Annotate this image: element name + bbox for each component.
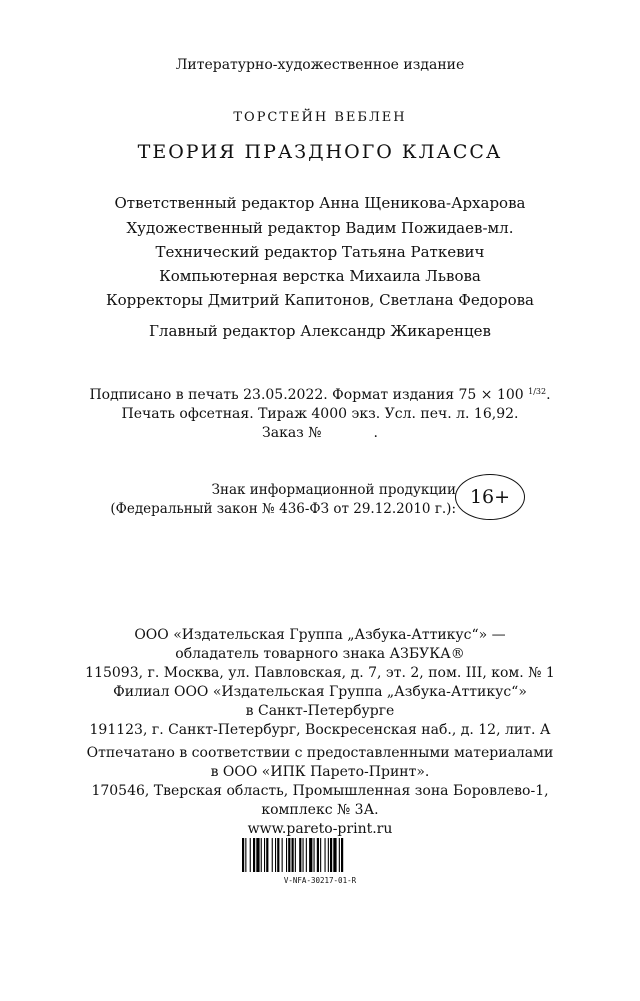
format-fraction: 1/32 bbox=[528, 387, 547, 396]
barcode-code: V-NFA-30217-01-R bbox=[283, 876, 357, 885]
barcode-bar bbox=[266, 838, 268, 872]
publisher-line: в Санкт-Петербурге bbox=[245, 703, 395, 719]
barcode-icon bbox=[240, 838, 400, 872]
edition-type: Литературно-художественное издание bbox=[175, 57, 465, 73]
barcode-bar bbox=[341, 838, 343, 872]
barcode-bar bbox=[309, 838, 312, 872]
barcode-bar bbox=[261, 838, 262, 872]
order-number: Заказ № . bbox=[262, 425, 378, 441]
age-sign-label: Знак информационной продукции bbox=[211, 482, 456, 498]
age-sign bbox=[0, 478, 640, 528]
barcode-bar bbox=[299, 838, 301, 872]
publisher-website: www.pareto-print.ru bbox=[247, 821, 393, 837]
publisher-line: Филиал ООО «Издательская Группа „Азбука-Аттикус“» bbox=[113, 684, 527, 700]
chief-editor: Главный редактор Александр Жикаренцев bbox=[149, 322, 491, 340]
barcode-bar bbox=[330, 838, 332, 872]
age-sign-law: (Федеральный закон № 436-ФЗ от 29.12.2010 г.): bbox=[110, 501, 456, 517]
publisher-line: в ООО «ИПК Парето-Принт». bbox=[210, 764, 430, 780]
barcode-bar bbox=[264, 838, 265, 872]
barcode-bar bbox=[328, 838, 329, 872]
author-name: ТОРСТЕЙН ВЕБЛЕН bbox=[233, 110, 407, 125]
credit-line: Корректоры Дмитрий Капитонов, Светлана Федорова bbox=[105, 291, 535, 309]
publisher-line: Отпечатано в соответствии с предоставленными материалами bbox=[86, 745, 554, 761]
barcode-bar bbox=[314, 838, 315, 872]
publisher-line: 170546, Тверская область, Промышленная зона Боровлево-1, bbox=[91, 783, 549, 799]
barcode-bar bbox=[277, 838, 279, 872]
barcode-bar bbox=[282, 838, 283, 872]
credit-line: Компьютерная верстка Михаила Львова bbox=[159, 267, 481, 285]
barcode-bar bbox=[275, 838, 276, 872]
print-info-line1: Подписано в печать 23.05.2022. Формат издания 75 × 100 $^{1/32}$. bbox=[89, 387, 551, 403]
credit-line: Художественный редактор Вадим Пожидаев-мл. bbox=[126, 219, 514, 237]
publisher-line: 191123, г. Санкт-Петербург, Воскресенская наб., д. 12, лит. А bbox=[89, 722, 551, 738]
barcode-bar bbox=[317, 838, 319, 872]
age-rating-badge bbox=[455, 474, 525, 520]
barcode-bar bbox=[272, 838, 273, 872]
barcode-bar bbox=[306, 838, 307, 872]
publisher-line: 115093, г. Москва, ул. Павловская, д. 7, эт. 2, пом. III, ком. № 1 bbox=[85, 665, 555, 681]
barcode-bar bbox=[288, 838, 290, 872]
print-info-line2: Печать офсетная. Тираж 4000 экз. Усл. печ. л. 16,92. bbox=[121, 406, 519, 422]
barcode-bar bbox=[242, 838, 244, 872]
barcode-bar bbox=[295, 838, 296, 872]
credit-line: Технический редактор Татьяна Раткевич bbox=[155, 243, 485, 261]
barcode-bar bbox=[256, 838, 259, 872]
publisher-line: обладатель товарного знака АЗБУКА® bbox=[175, 646, 465, 662]
credit-line: Ответственный редактор Анна Щеникова-Архарова bbox=[114, 194, 526, 212]
publisher-line: комплекс № 3А. bbox=[261, 802, 379, 818]
book-title: ТЕОРИЯ ПРАЗДНОГО КЛАССА bbox=[137, 141, 503, 163]
barcode-bar bbox=[292, 838, 294, 872]
barcode-bar bbox=[320, 838, 321, 872]
barcode-bar bbox=[333, 838, 336, 872]
barcode-bar bbox=[325, 838, 326, 872]
barcode-bar bbox=[303, 838, 304, 872]
barcode-bar bbox=[245, 838, 246, 872]
barcode-bar bbox=[250, 838, 251, 872]
age-rating: 16+ bbox=[469, 486, 511, 508]
barcode-bar bbox=[253, 838, 255, 872]
publisher-line: ООО «Издательская Группа „Азбука-Аттикус“» — bbox=[134, 627, 506, 643]
barcode-bar bbox=[339, 838, 340, 872]
barcode-bar bbox=[286, 838, 287, 872]
